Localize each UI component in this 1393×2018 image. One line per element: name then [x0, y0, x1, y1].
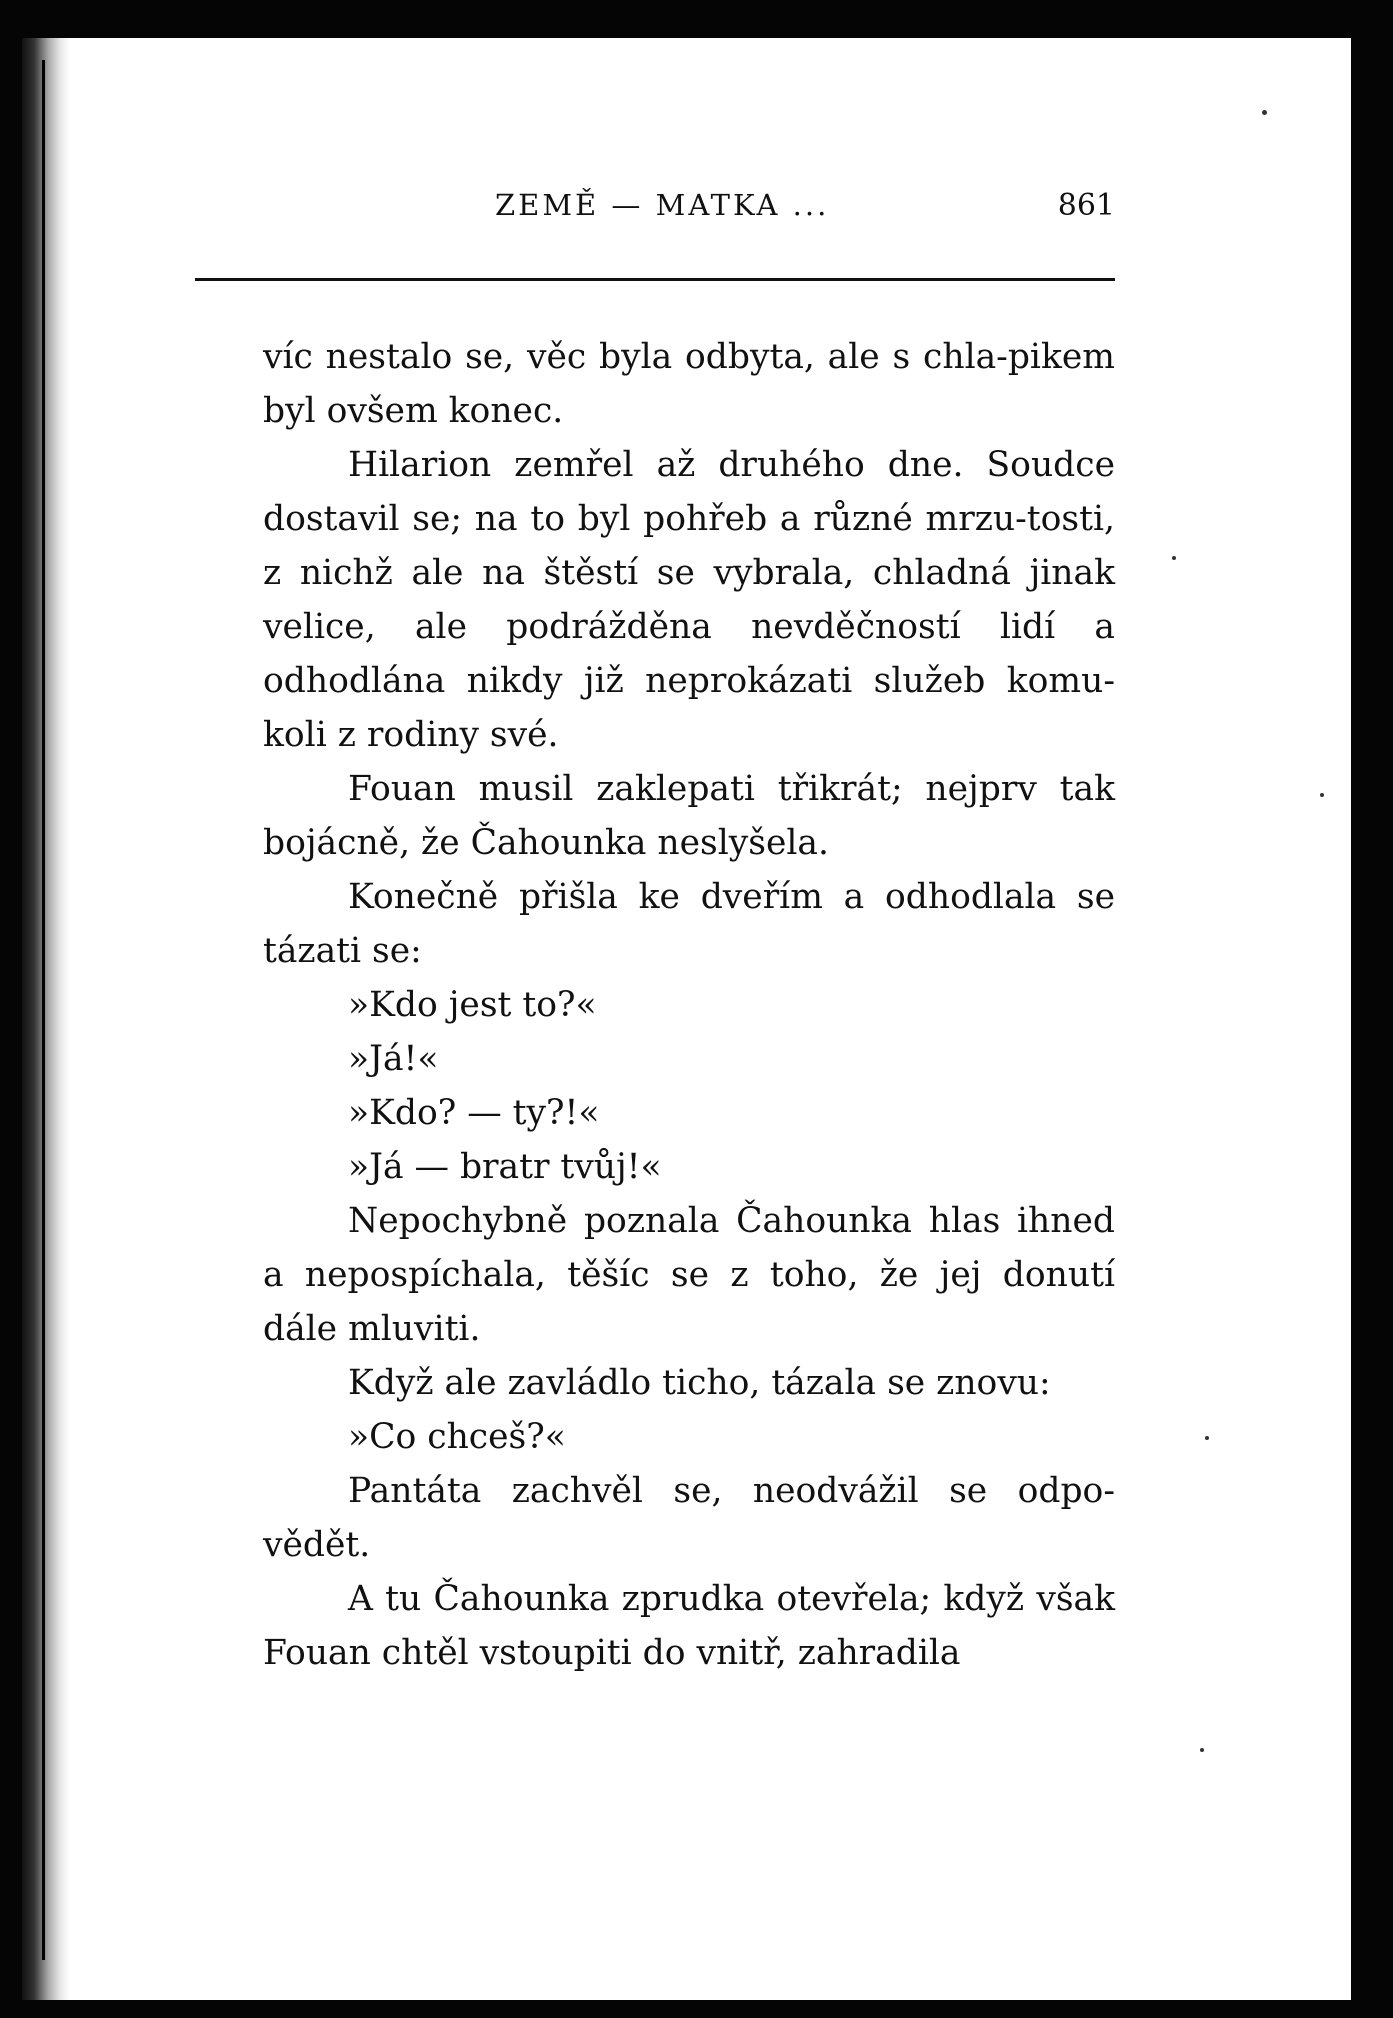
dust-speck [1200, 1748, 1204, 1752]
dialogue-line: »Já — bratr tvůj!« [348, 1147, 662, 1187]
running-head: ZEMĚ — MATKA ... [495, 188, 830, 222]
scan-border-bottom [0, 2000, 1393, 2018]
book-spine-shadow [22, 38, 70, 2000]
paragraph: Hilarion zemřel až druhého dne. Soudce dostavil se; na to byl pohřeb a různé mrzu-tosti, z nichž ale na štěstí se vybrala, chladná jinak velice, ale podrážděna nevděčností lidí a odhodlána nikdy již neprokázati služeb komu-koli z rodiny své. [263, 445, 1115, 755]
paragraph: Konečně přišla ke dveřím a odhodlala se tázati se: [263, 877, 1115, 971]
header-rule [195, 278, 1115, 281]
paragraph: Pantáta zachvěl se, neodvážil se odpo-vědět. [263, 1471, 1115, 1565]
page-number: 861 [1057, 188, 1115, 223]
paragraph: Když ale zavládlo ticho, tázala se znovu: [348, 1363, 1051, 1403]
dialogue-line: »Já!« [348, 1039, 439, 1079]
paragraph: A tu Čahounka zprudka otevřela; když však Fouan chtěl vstoupiti do vnitř, zahradila [263, 1579, 1115, 1673]
dust-speck [1172, 556, 1176, 560]
dust-speck [1205, 1436, 1209, 1440]
dialogue-line: »Kdo jest to?« [348, 985, 597, 1025]
dust-speck [1320, 793, 1324, 797]
dialogue-line: »Kdo? — ty?!« [348, 1093, 600, 1133]
scan-border-right [1351, 0, 1393, 2018]
dust-speck [1262, 110, 1267, 115]
body-text [263, 330, 1115, 1680]
book-spine-edge [42, 60, 45, 1960]
paragraph: víc nestalo se, věc byla odbyta, ale s chla-pikem byl ovšem konec. [263, 337, 1115, 431]
paragraph: Nepochybně poznala Čahounka hlas ihned a nepospíchala, těšíc se z toho, že jej donutí dále mluviti. [263, 1201, 1115, 1349]
paragraph: Fouan musil zaklepati třikrát; nejprv tak bojácně, že Čahounka neslyšela. [263, 769, 1115, 863]
dialogue-line: »Co chceš?« [348, 1417, 566, 1457]
scan-border-top [0, 0, 1393, 38]
scan-border-left [0, 0, 22, 2018]
page-header [195, 188, 1115, 238]
